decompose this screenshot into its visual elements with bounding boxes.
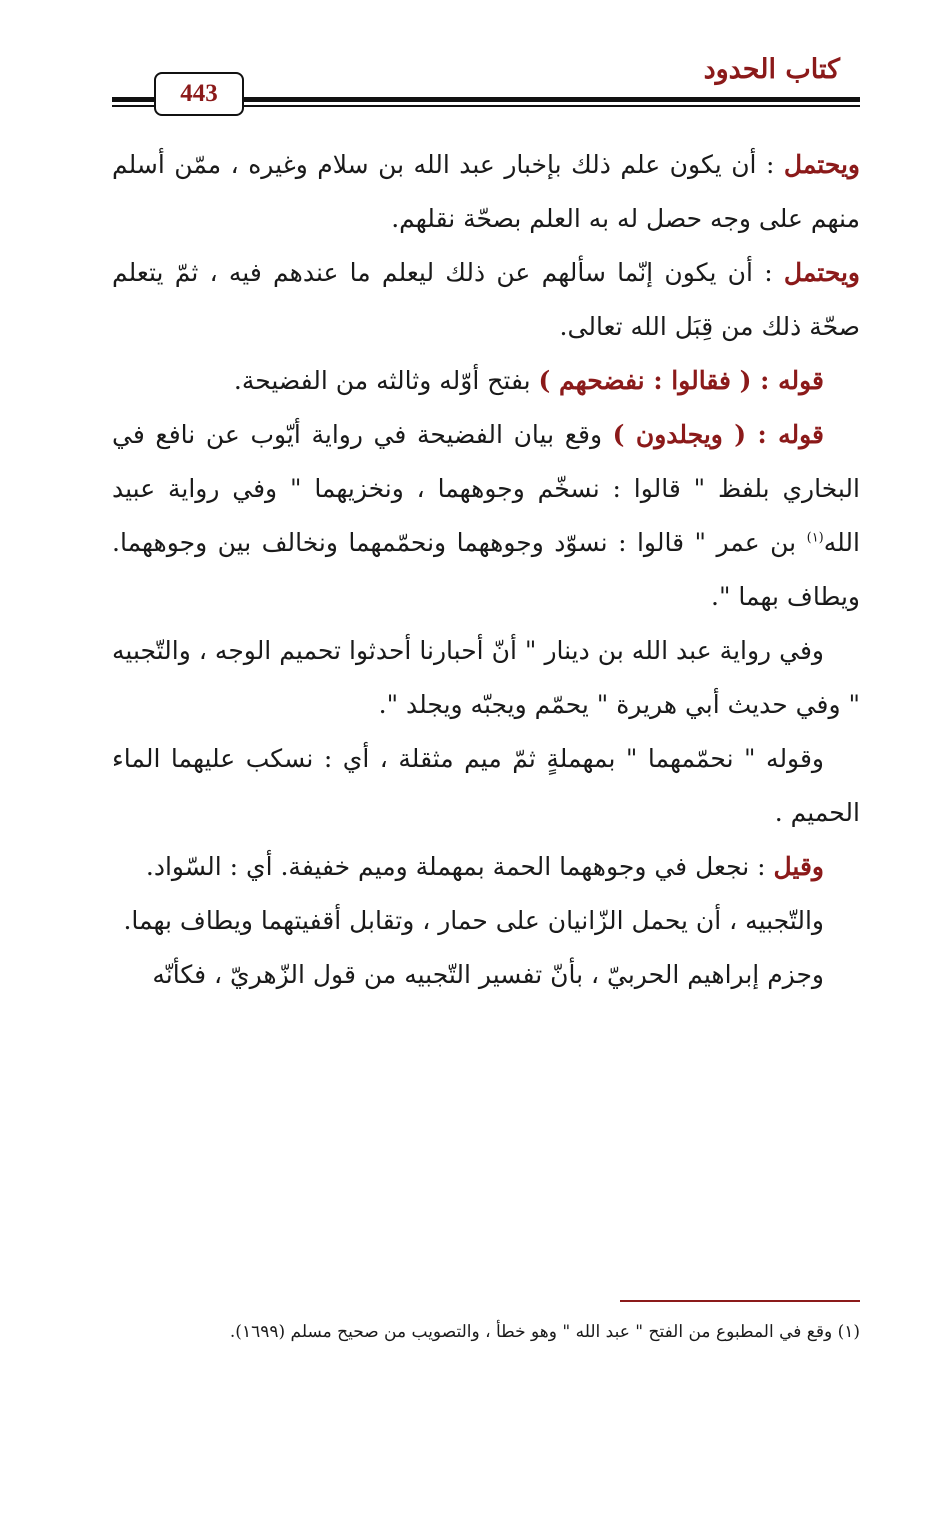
paragraph-text-continued: بن عمر " قالوا : نسوّد وجوههما ونحمّمهما ونخالف بين وجوههما. ويطاف بهما ". [112, 528, 860, 611]
paragraph-text: وقع بيان الفضيحة في رواية أيّوب عن نافع في البخاري بلفظ " قالوا : نسخّم وجوههما ، ونخزيهما " وفي رواية عبيد الله [112, 420, 860, 557]
paragraph-3 [112, 354, 860, 408]
chapter-title: كتاب الحدود [703, 54, 840, 85]
paragraph-5 [112, 624, 860, 732]
footnote-divider [620, 1300, 860, 1302]
body-text [112, 138, 860, 1002]
footnote-text: وقع في المطبوع من الفتح " عبد الله " وهو خطأ ، والتصويب من صحيح مسلم (١٦٩٩). [229, 1322, 838, 1342]
paragraph-text: : أن يكون إنّما سألهم عن ذلك ليعلم ما عندهم فيه ، ثمّ يتعلم صحّة ذلك من قِبَل الله تعالى. [112, 258, 860, 341]
page-number: 443 [180, 80, 218, 107]
footnote-ref[interactable]: (١) [806, 530, 824, 546]
paragraph-2 [112, 246, 860, 354]
paragraph-1 [112, 138, 860, 246]
paragraph-text: وفي رواية عبد الله بن دينار " أنّ أحبارنا أحدثوا تحميم الوجه ، والتّجبيه " وفي حديث أبي هريرة " يحمّم ويجبّه ويجلد ". [112, 636, 860, 719]
keyword: ويحتمل [783, 258, 860, 287]
paragraph-text: وجزم إبراهيم الحربيّ ، بأنّ تفسير التّجبيه من قول الزّهريّ ، فكأنّه [152, 960, 824, 989]
keyword: قوله : ( فقالوا : نفضحهم ) [538, 366, 824, 395]
paragraph-text: : أن يكون علم ذلك بإخبار عبد الله بن سلام وغيره ، ممّن أسلم منهم على وجه حصل له به العلم بصحّة نقلهم. [112, 150, 860, 233]
paragraph-text: بفتح أوّله وثالثه من الفضيحة. [233, 366, 539, 395]
paragraph-text: : نجعل في وجوههما الحمة بمهملة وميم خفيفة. أي : السّواد. [145, 852, 774, 881]
paragraph-text: والتّجبيه ، أن يحمل الزّانيان على حمار ، وتقابل أقفيتهما ويطاف بهما. [123, 906, 824, 935]
paragraph-text: وقوله " نحمّمهما " بمهملةٍ ثمّ ميم مثقلة ، أي : نسكب عليهما الماء الحميم . [112, 744, 860, 827]
paragraph-7 [112, 840, 860, 894]
keyword: ويحتمل [783, 150, 860, 179]
paragraph-6 [112, 732, 860, 840]
page-number-box [154, 72, 244, 116]
footnote [112, 1316, 860, 1348]
paragraph-9 [112, 948, 860, 1002]
keyword: وقيل [773, 852, 824, 881]
paragraph-4 [112, 408, 860, 624]
page-header [112, 40, 860, 120]
keyword: قوله : ( ويجلدون ) [612, 420, 824, 449]
footnote-marker: (١) [837, 1322, 860, 1342]
paragraph-8 [112, 894, 860, 948]
